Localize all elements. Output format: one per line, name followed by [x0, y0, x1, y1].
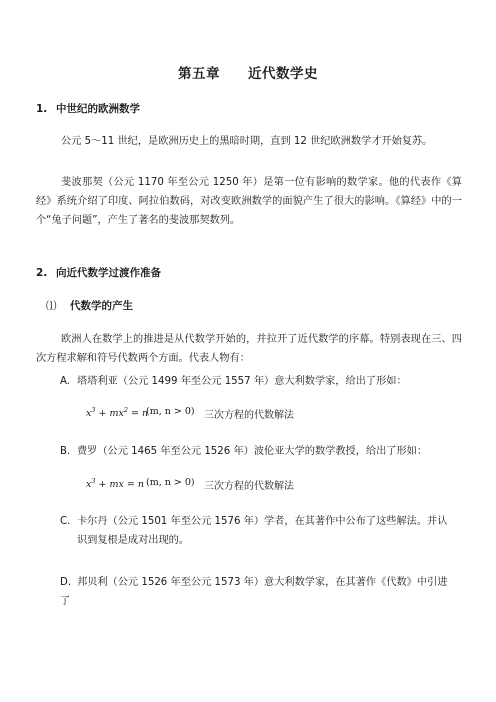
equation-description: 三次方程的代数解法	[204, 481, 294, 492]
section-title: 向近代数学过渡作准备	[56, 267, 161, 279]
equation-condition: (m, n > 0)	[146, 406, 195, 417]
item-label: B.	[60, 446, 71, 457]
paragraph: 公元 5～11 世纪，是欧洲历史上的黑暗时期，直到 12 世纪欧洲数学才开始复苏。	[61, 136, 433, 147]
list-item	[60, 573, 452, 611]
equation: $x^3$ + mx = n (m, n > 0) 三次方程的代数解法	[86, 477, 294, 492]
subsection-number: ⑴	[46, 300, 57, 312]
section-number: 2.	[36, 267, 48, 279]
paragraph: 欧洲人在数学上的推进是从代数学开始的，并拉开了近代数学的序幕。特别表现在三、四次方程求解和符号代数两个方面。代表人物有：	[36, 334, 462, 364]
list-item	[60, 372, 452, 391]
equation-condition: (m, n > 0)	[146, 477, 195, 488]
list-item	[60, 512, 452, 550]
chapter-title: 第五章 近代数学史	[178, 66, 318, 82]
section-number: 1.	[36, 103, 48, 115]
item-text: 塔塔利亚（公元 1499 年至公元 1557 年）意大利数学家，给出了形如：	[77, 376, 407, 387]
section-heading-2	[36, 265, 161, 280]
equation: $x^3 + mx^2 = n$ (m, n > 0) 三次方程的代数解法	[86, 406, 294, 421]
item-label: A.	[60, 376, 71, 387]
paragraph: 斐波那契（公元 1170 年至公元 1250 年）是第一位有影响的数学家。他的代表作《算经》系统介绍了印度、阿拉伯数码，对改变欧洲数学的面貌产生了很大的影响。《算经》中的一个“兔子问题”，产生了著名的斐波那契数列。	[36, 177, 462, 226]
item-label: C.	[60, 516, 71, 527]
list-item	[60, 442, 452, 461]
item-text: 卡尔丹（公元 1501 年至公元 1576 年）学者，在其著作中公布了这些解法。并认识到复根是成对出现的。	[77, 516, 448, 546]
item-text: 费罗（公元 1465 年至公元 1526 年）波伦亚大学的数学教授，给出了形如：	[77, 446, 428, 457]
subsection-title: 代数学的产生	[70, 300, 133, 312]
item-text: 邦贝利（公元 1526 年至公元 1573 年）意大利数学家，在其著作《代数》中引进了	[60, 577, 448, 607]
equation-description: 三次方程的代数解法	[204, 410, 294, 421]
item-label: D.	[60, 577, 72, 588]
section-title: 中世纪的欧洲数学	[56, 103, 140, 115]
section-heading-1	[36, 101, 140, 116]
subsection-heading	[46, 298, 133, 313]
